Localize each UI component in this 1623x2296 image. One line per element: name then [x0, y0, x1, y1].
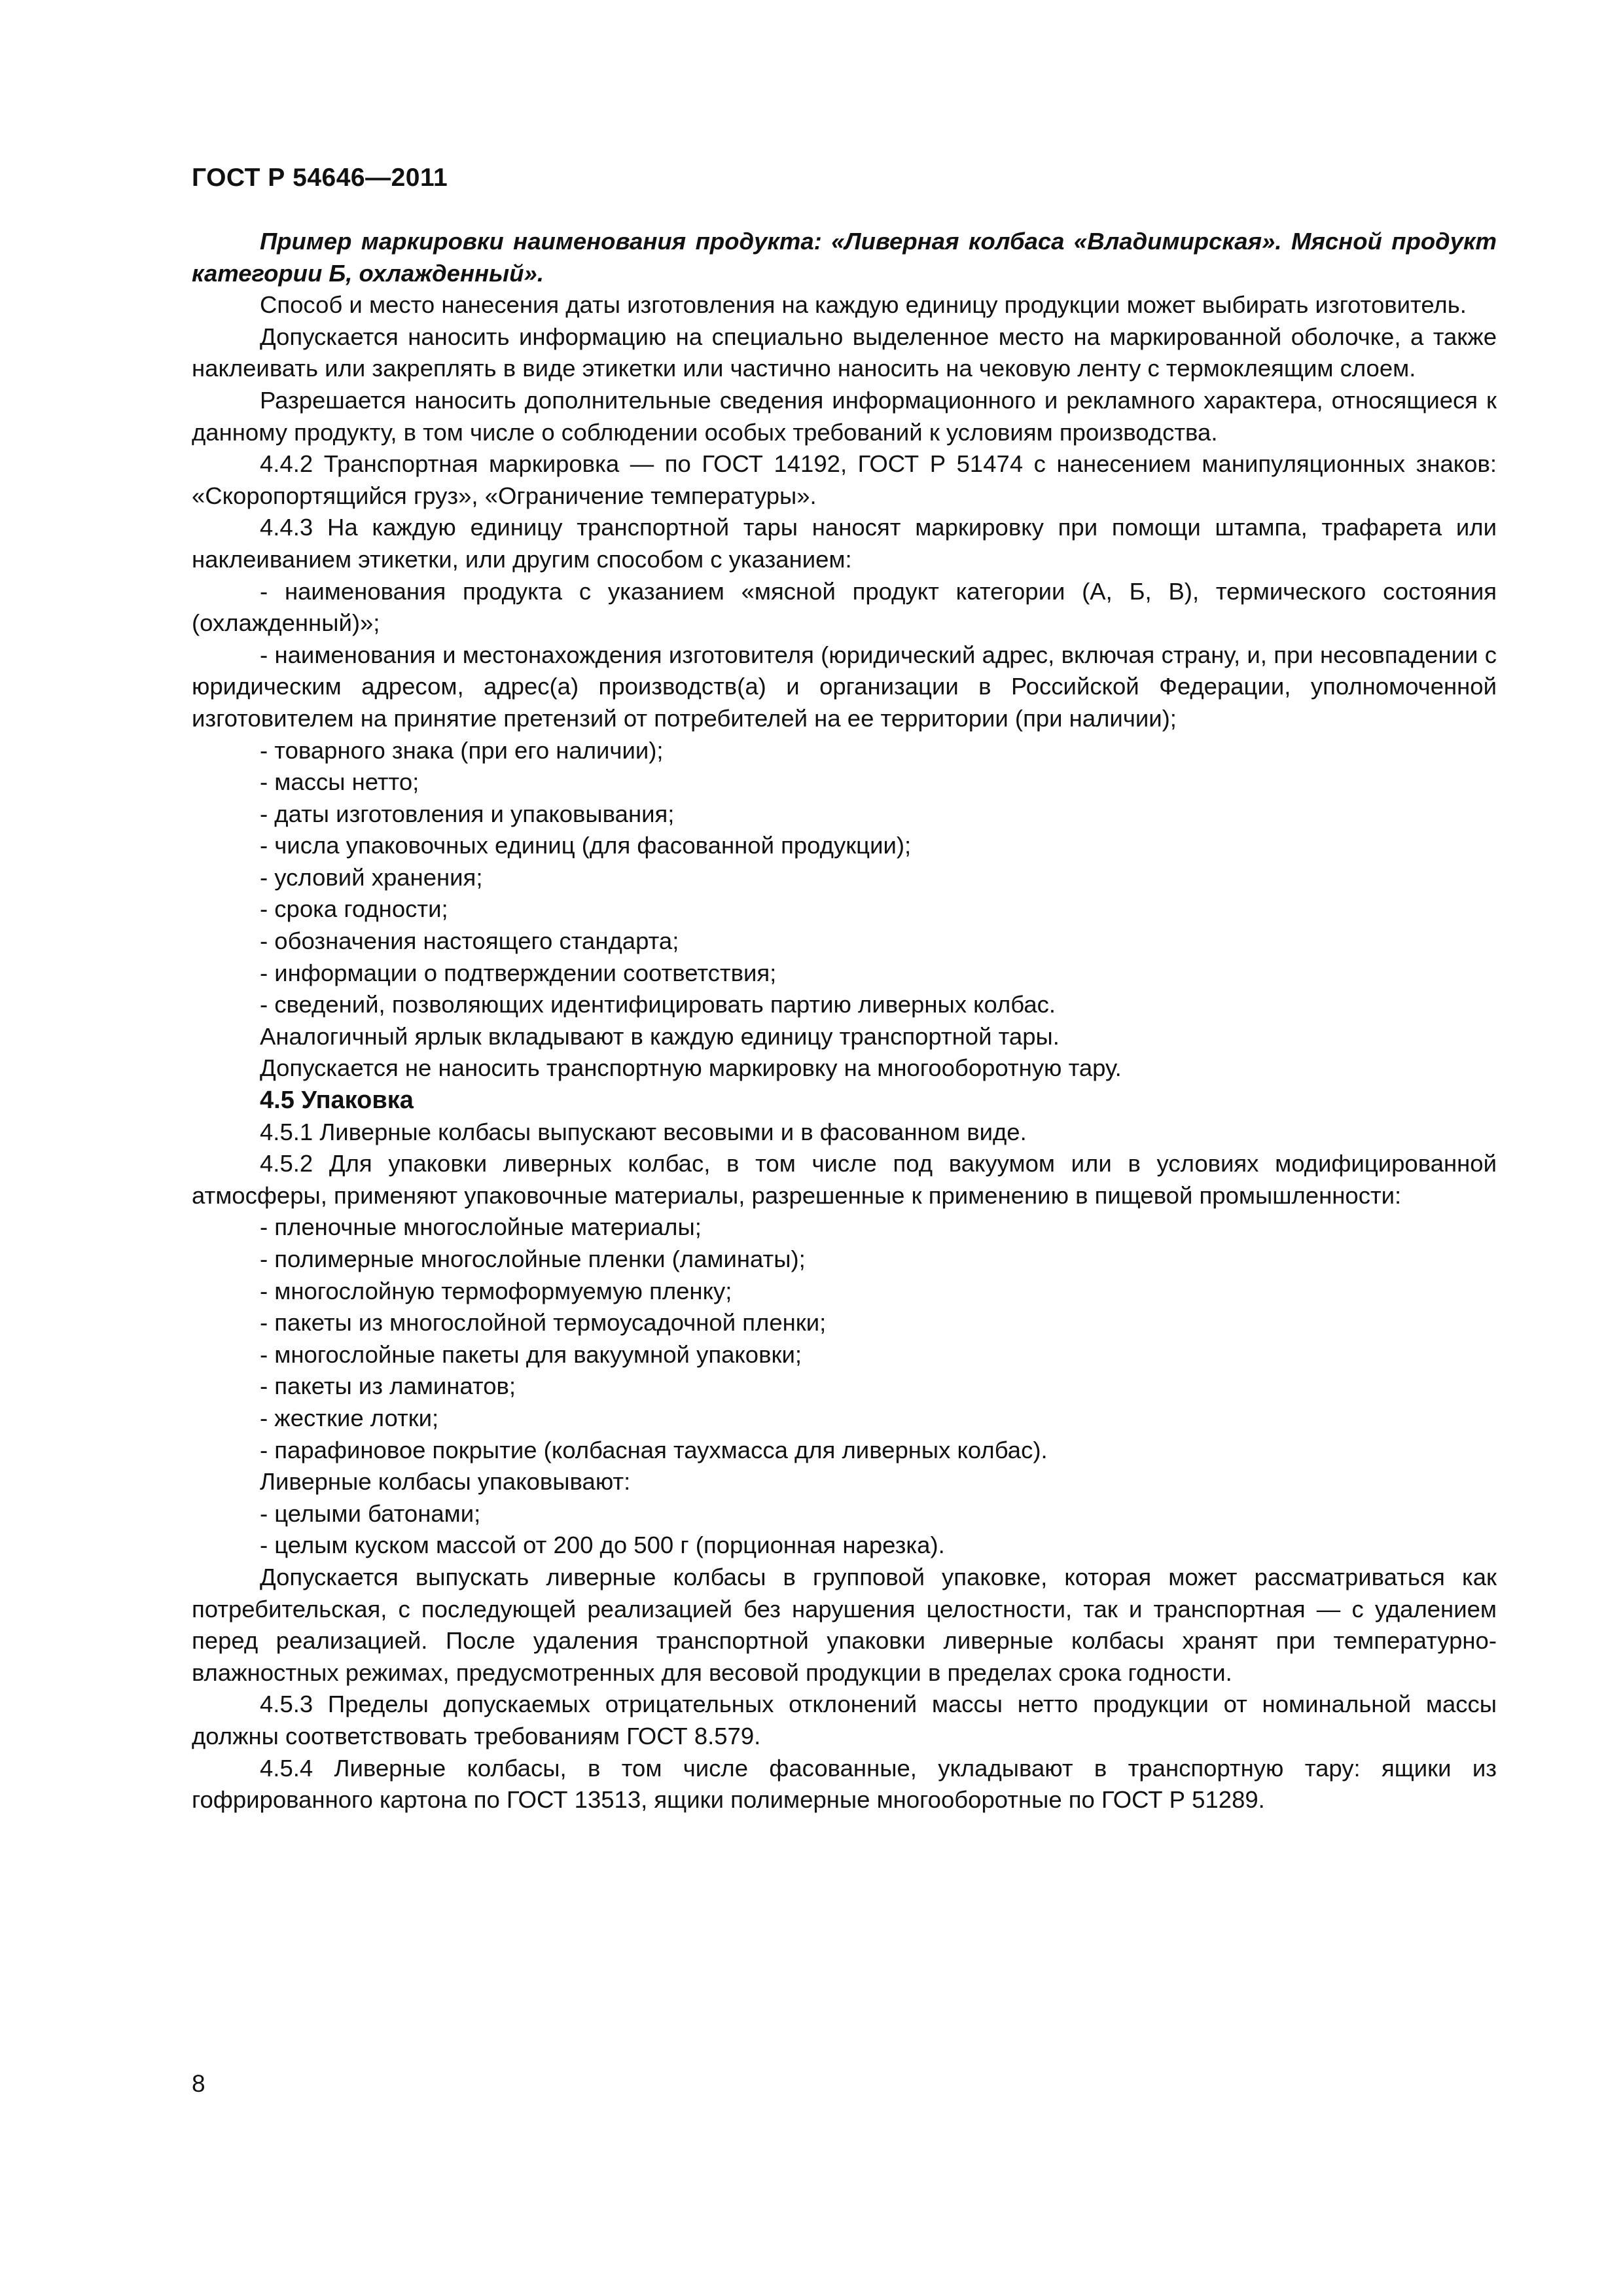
list-item: - жесткие лотки;	[260, 1404, 439, 1431]
clause-4-5-3: 4.5.3 Пределы допускаемых отрицательных отклонений массы нетто продукции от номинальной массы должны соответствовать требованиям ГОСТ 8.579.	[192, 1691, 1497, 1749]
list-item: - целыми батонами;	[260, 1499, 481, 1527]
list-item: - пакеты из ламинатов;	[260, 1372, 516, 1400]
list-item: - товарного знака (при его наличии);	[260, 736, 664, 764]
list-item: - массы нетто;	[260, 768, 419, 796]
paragraph: Допускается наносить информацию на специально выделенное место на маркированной оболочке, а также наклеивать или закреплять в виде этикетки или частично наносить на чековую ленту с термоклеящим слоем.	[192, 323, 1497, 382]
list-item: - многослойную термоформуемую пленку;	[260, 1277, 732, 1304]
page-number: 8	[192, 2070, 205, 2097]
list-item: - наименования и местонахождения изготовителя (юридический адрес, включая страну, и, при несовпадении с юридическим адресом, адрес(а) производств(а) и организации в Российской Федерации, уполномоченной изготовителем на принятие претензий от потребителей на ее территории (при наличии);	[192, 641, 1497, 732]
list-item: - многослойные пакеты для вакуумной упаковки;	[260, 1340, 802, 1368]
clause-4-5-1: 4.5.1 Ливерные колбасы выпускают весовыми и в фасованном виде.	[260, 1118, 1027, 1145]
paragraph: Допускается выпускать ливерные колбасы в групповой упаковке, которая может рассматриваться как потребительская, с последующей реализацией без нарушения целостности, так и транспортная — с удалением перед реализацией. После удаления транспортной упаковки ливерные колбасы хранят при температурно-влажностных режимах, предусмотренных для весовой продукции в пределах срока годности.	[192, 1563, 1497, 1686]
clause-4-5-2: 4.5.2 Для упаковки ливерных колбас, в том числе под вакуумом или в условиях модифицированной атмосферы, применяют упаковочные материалы, разрешенные к применению в пищевой промышленности:	[192, 1150, 1497, 1209]
list-item: - обозначения настоящего стандарта;	[260, 927, 679, 955]
list-item: - целым куском массой от 200 до 500 г (порционная нарезка).	[260, 1532, 945, 1559]
list-item: - условий хранения;	[260, 863, 483, 891]
list-item: - наименования продукта с указанием «мясной продукт категории (А, Б, В), термического состояния (охлажденный)»;	[192, 577, 1497, 637]
list-item: - срока годности;	[260, 895, 448, 923]
list-item: - сведений, позволяющих идентифицировать партию ливерных колбас.	[260, 991, 1056, 1018]
clause-4-4-2: 4.4.2 Транспортная маркировка — по ГОСТ 14192, ГОСТ Р 51474 с нанесением манипуляционных знаков: «Скоропортящийся груз», «Ограничение температуры».	[192, 450, 1497, 509]
paragraph: Способ и место нанесения даты изготовления на каждую единицу продукции может выбирать изготовитель.	[260, 291, 1467, 319]
list-item: - полимерные многослойные пленки (ламинаты);	[260, 1246, 806, 1272]
list-item: - даты изготовления и упаковывания;	[260, 800, 675, 827]
list-item: - числа упаковочных единиц (для фасованной продукции);	[260, 832, 912, 859]
list-item: - информации о подтверждении соответствия;	[260, 959, 777, 986]
marking-example: Пример маркировки наименования продукта: «Ливерная колбаса «Владимирская». Мясной продукт категории Б, охлажденный».	[192, 228, 1497, 287]
paragraph: Аналогичный ярлык вкладывают в каждую единицу транспортной тары.	[260, 1022, 1060, 1050]
section-heading: 4.5 Упаковка	[260, 1086, 414, 1115]
paragraph: Ливерные колбасы упаковывают:	[260, 1468, 631, 1496]
list-item: - пленочные многослойные материалы;	[260, 1213, 702, 1241]
list-item: - парафиновое покрытие (колбасная таухмасса для ливерных колбас).	[260, 1436, 1048, 1463]
paragraph: Допускается не наносить транспортную маркировку на многооборотную тару.	[260, 1054, 1122, 1082]
clause-4-4-3: 4.4.3 На каждую единицу транспортной тары наносят маркировку при помощи штампа, трафарета или наклеиванием этикетки, или другим способом с указанием:	[192, 514, 1497, 573]
document-body	[192, 226, 1497, 1816]
list-item: - пакеты из многослойной термоусадочной пленки;	[260, 1309, 827, 1336]
document-header: ГОСТ Р 54646—2011	[192, 164, 448, 192]
clause-4-5-4: 4.5.4 Ливерные колбасы, в том числе фасованные, укладывают в транспортную тару: ящики из гофрированного картона по ГОСТ 13513, ящики полимерные многооборотные по ГОСТ Р 51289.	[192, 1754, 1497, 1814]
paragraph: Разрешается наносить дополнительные сведения информационного и рекламного характера, относящиеся к данному продукту, в том числе о соблюдении особых требований к условиям производства.	[192, 386, 1497, 446]
